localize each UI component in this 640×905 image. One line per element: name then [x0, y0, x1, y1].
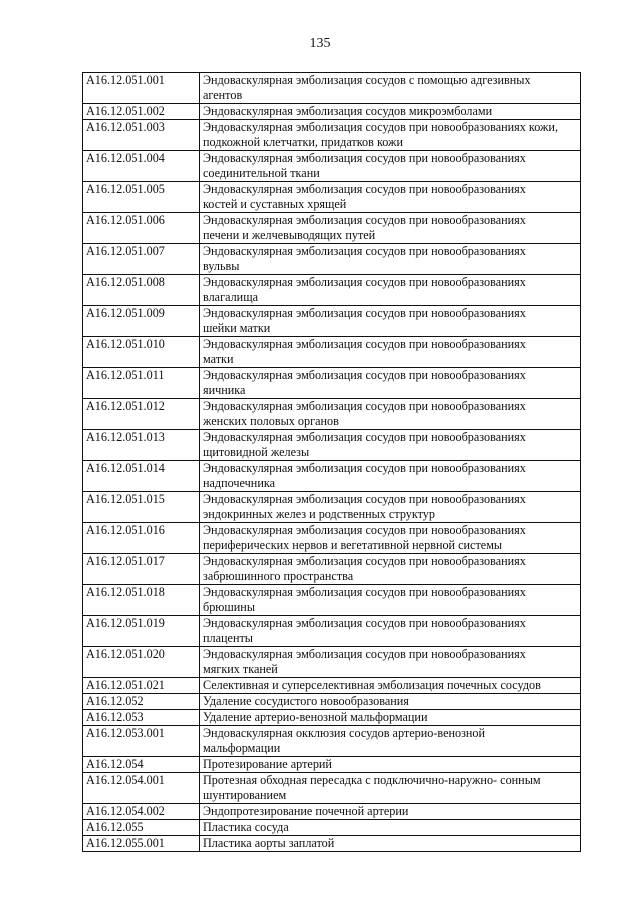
procedure-code-cell: A16.12.051.002 — [83, 104, 200, 120]
description-line: Эндоваскулярная эмболизация сосудов при новообразованиях — [203, 151, 526, 165]
page-number: 135 — [309, 36, 331, 51]
description-line: печени и желчевыводящих путей — [203, 228, 376, 242]
procedure-code-cell: A16.12.053 — [83, 710, 200, 726]
table-row — [83, 710, 581, 726]
procedure-code-cell: A16.12.051.009 — [83, 306, 200, 337]
procedure-description-cell — [200, 275, 581, 306]
procedure-codes-table — [82, 72, 581, 852]
procedure-code-cell: A16.12.051.017 — [83, 554, 200, 585]
description-line: Эндопротезирование почечной артерии — [203, 804, 409, 818]
procedure-description-cell — [200, 804, 581, 820]
description-line: влагалища — [203, 290, 258, 304]
procedure-code-cell: A16.12.051.018 — [83, 585, 200, 616]
description-line: шунтированием — [203, 788, 287, 802]
procedure-description-cell — [200, 399, 581, 430]
table-row — [83, 104, 581, 120]
procedure-code-cell: A16.12.051.020 — [83, 647, 200, 678]
table-row — [83, 554, 581, 585]
procedure-description-cell — [200, 757, 581, 773]
procedure-description-cell — [200, 773, 581, 804]
description-line: периферических нервов и вегетативной нервной системы — [203, 538, 503, 552]
procedure-code-cell: A16.12.051.021 — [83, 678, 200, 694]
description-line: Удаление сосудистого новообразования — [203, 694, 409, 708]
description-line: брюшины — [203, 600, 256, 614]
procedure-code-cell: A16.12.054.002 — [83, 804, 200, 820]
description-line: Пластика сосуда — [203, 820, 289, 834]
procedure-code-cell: A16.12.051.003 — [83, 120, 200, 151]
description-line: Пластика аорты заплатой — [203, 836, 335, 850]
table-row — [83, 694, 581, 710]
table-row — [83, 616, 581, 647]
procedure-description-cell — [200, 337, 581, 368]
description-line: Эндоваскулярная эмболизация сосудов с помощью адгезивных — [203, 73, 531, 87]
description-line: яичника — [203, 383, 246, 397]
table-row — [83, 151, 581, 182]
procedure-code-cell: A16.12.051.019 — [83, 616, 200, 647]
description-line: Эндоваскулярная эмболизация сосудов при новообразованиях — [203, 213, 526, 227]
procedure-description-cell — [200, 151, 581, 182]
procedure-code-cell: A16.12.051.010 — [83, 337, 200, 368]
description-line: Эндоваскулярная эмболизация сосудов микроэмболами — [203, 104, 493, 118]
table-row — [83, 337, 581, 368]
procedure-description-cell — [200, 820, 581, 836]
description-line: Эндоваскулярная эмболизация сосудов при новообразованиях — [203, 244, 526, 258]
description-line: Эндоваскулярная эмболизация сосудов при новообразованиях кожи, — [203, 120, 558, 134]
procedure-description-cell — [200, 694, 581, 710]
table-row — [83, 773, 581, 804]
description-line: агентов — [203, 88, 243, 102]
procedure-code-cell: A16.12.051.016 — [83, 523, 200, 554]
description-line: Эндоваскулярная эмболизация сосудов при новообразованиях — [203, 492, 526, 506]
table-body — [83, 73, 581, 852]
table-row — [83, 73, 581, 104]
table-row — [83, 306, 581, 337]
description-line: мягких тканей — [203, 662, 278, 676]
procedure-code-cell: A16.12.051.008 — [83, 275, 200, 306]
procedure-code-cell: A16.12.052 — [83, 694, 200, 710]
table-row — [83, 430, 581, 461]
description-line: щитовидной железы — [203, 445, 310, 459]
table-row — [83, 120, 581, 151]
table-row — [83, 757, 581, 773]
table-row — [83, 585, 581, 616]
procedure-description-cell — [200, 585, 581, 616]
procedure-description-cell — [200, 461, 581, 492]
procedure-code-cell: A16.12.051.013 — [83, 430, 200, 461]
description-line: Эндоваскулярная окклюзия сосудов артерио-венозной — [203, 726, 486, 740]
table-row — [83, 647, 581, 678]
description-line: Эндоваскулярная эмболизация сосудов при новообразованиях — [203, 647, 526, 661]
procedure-code-cell: A16.12.051.014 — [83, 461, 200, 492]
description-line: плаценты — [203, 631, 253, 645]
procedure-description-cell — [200, 430, 581, 461]
procedure-code-cell: A16.12.051.007 — [83, 244, 200, 275]
table-row — [83, 492, 581, 523]
procedure-code-cell: A16.12.051.012 — [83, 399, 200, 430]
procedure-code-cell: A16.12.054.001 — [83, 773, 200, 804]
table-row — [83, 678, 581, 694]
description-line: мальформации — [203, 741, 281, 755]
procedure-description-cell — [200, 120, 581, 151]
procedure-code-cell: A16.12.053.001 — [83, 726, 200, 757]
procedure-description-cell — [200, 73, 581, 104]
description-line: матки — [203, 352, 234, 366]
procedure-code-cell: A16.12.051.004 — [83, 151, 200, 182]
procedure-description-cell — [200, 368, 581, 399]
description-line: Эндоваскулярная эмболизация сосудов при новообразованиях — [203, 275, 526, 289]
procedure-code-cell: A16.12.055.001 — [83, 836, 200, 852]
description-line: Эндоваскулярная эмболизация сосудов при новообразованиях — [203, 337, 526, 351]
description-line: Эндоваскулярная эмболизация сосудов при новообразованиях — [203, 306, 526, 320]
description-line: вульвы — [203, 259, 240, 273]
description-line: Протезирование артерий — [203, 757, 332, 771]
procedure-description-cell — [200, 647, 581, 678]
description-line: Эндоваскулярная эмболизация сосудов при новообразованиях — [203, 585, 526, 599]
description-line: Эндоваскулярная эмболизация сосудов при новообразованиях — [203, 461, 526, 475]
table-row — [83, 182, 581, 213]
table-row — [83, 399, 581, 430]
description-line: шейки матки — [203, 321, 271, 335]
procedure-description-cell — [200, 182, 581, 213]
description-line: Эндоваскулярная эмболизация сосудов при новообразованиях — [203, 182, 526, 196]
procedure-description-cell — [200, 213, 581, 244]
procedure-description-cell — [200, 104, 581, 120]
procedure-description-cell — [200, 244, 581, 275]
description-line: забрюшинного пространства — [203, 569, 354, 583]
procedure-description-cell — [200, 678, 581, 694]
procedure-description-cell — [200, 710, 581, 726]
table-row — [83, 213, 581, 244]
procedure-description-cell — [200, 554, 581, 585]
table-row — [83, 804, 581, 820]
table-row — [83, 523, 581, 554]
procedure-description-cell — [200, 726, 581, 757]
description-line: Эндоваскулярная эмболизация сосудов при новообразованиях — [203, 399, 526, 413]
table-row — [83, 275, 581, 306]
table-row — [83, 461, 581, 492]
description-line: Эндоваскулярная эмболизация сосудов при новообразованиях — [203, 616, 526, 630]
procedure-code-cell: A16.12.054 — [83, 757, 200, 773]
procedure-description-cell — [200, 523, 581, 554]
description-line: соединительной ткани — [203, 166, 320, 180]
procedure-code-cell: A16.12.055 — [83, 820, 200, 836]
description-line: Эндоваскулярная эмболизация сосудов при новообразованиях — [203, 554, 526, 568]
description-line: Эндоваскулярная эмболизация сосудов при новообразованиях — [203, 430, 526, 444]
description-line: Протезная обходная пересадка с подключично-наружно- сонным — [203, 773, 541, 787]
description-line: Эндоваскулярная эмболизация сосудов при новообразованиях — [203, 368, 526, 382]
table-row — [83, 368, 581, 399]
description-line: подкожной клетчатки, придатков кожи — [203, 135, 403, 149]
procedure-code-cell: A16.12.051.001 — [83, 73, 200, 104]
table-row — [83, 820, 581, 836]
description-line: Удаление артерио-венозной мальформации — [203, 710, 428, 724]
table-row — [83, 244, 581, 275]
procedure-description-cell — [200, 306, 581, 337]
description-line: Эндоваскулярная эмболизация сосудов при новообразованиях — [203, 523, 526, 537]
table-row — [83, 836, 581, 852]
procedure-code-cell: A16.12.051.011 — [83, 368, 200, 399]
description-line: эндокринных желез и родственных структур — [203, 507, 435, 521]
procedure-code-cell: A16.12.051.005 — [83, 182, 200, 213]
description-line: Селективная и суперселективная эмболизация почечных сосудов — [203, 678, 541, 692]
table-row — [83, 726, 581, 757]
procedure-code-cell: A16.12.051.006 — [83, 213, 200, 244]
description-line: костей и суставных хрящей — [203, 197, 347, 211]
procedure-description-cell — [200, 616, 581, 647]
procedure-code-cell: A16.12.051.015 — [83, 492, 200, 523]
procedure-description-cell — [200, 836, 581, 852]
procedure-description-cell — [200, 492, 581, 523]
description-line: надпочечника — [203, 476, 275, 490]
description-line: женских половых органов — [203, 414, 339, 428]
